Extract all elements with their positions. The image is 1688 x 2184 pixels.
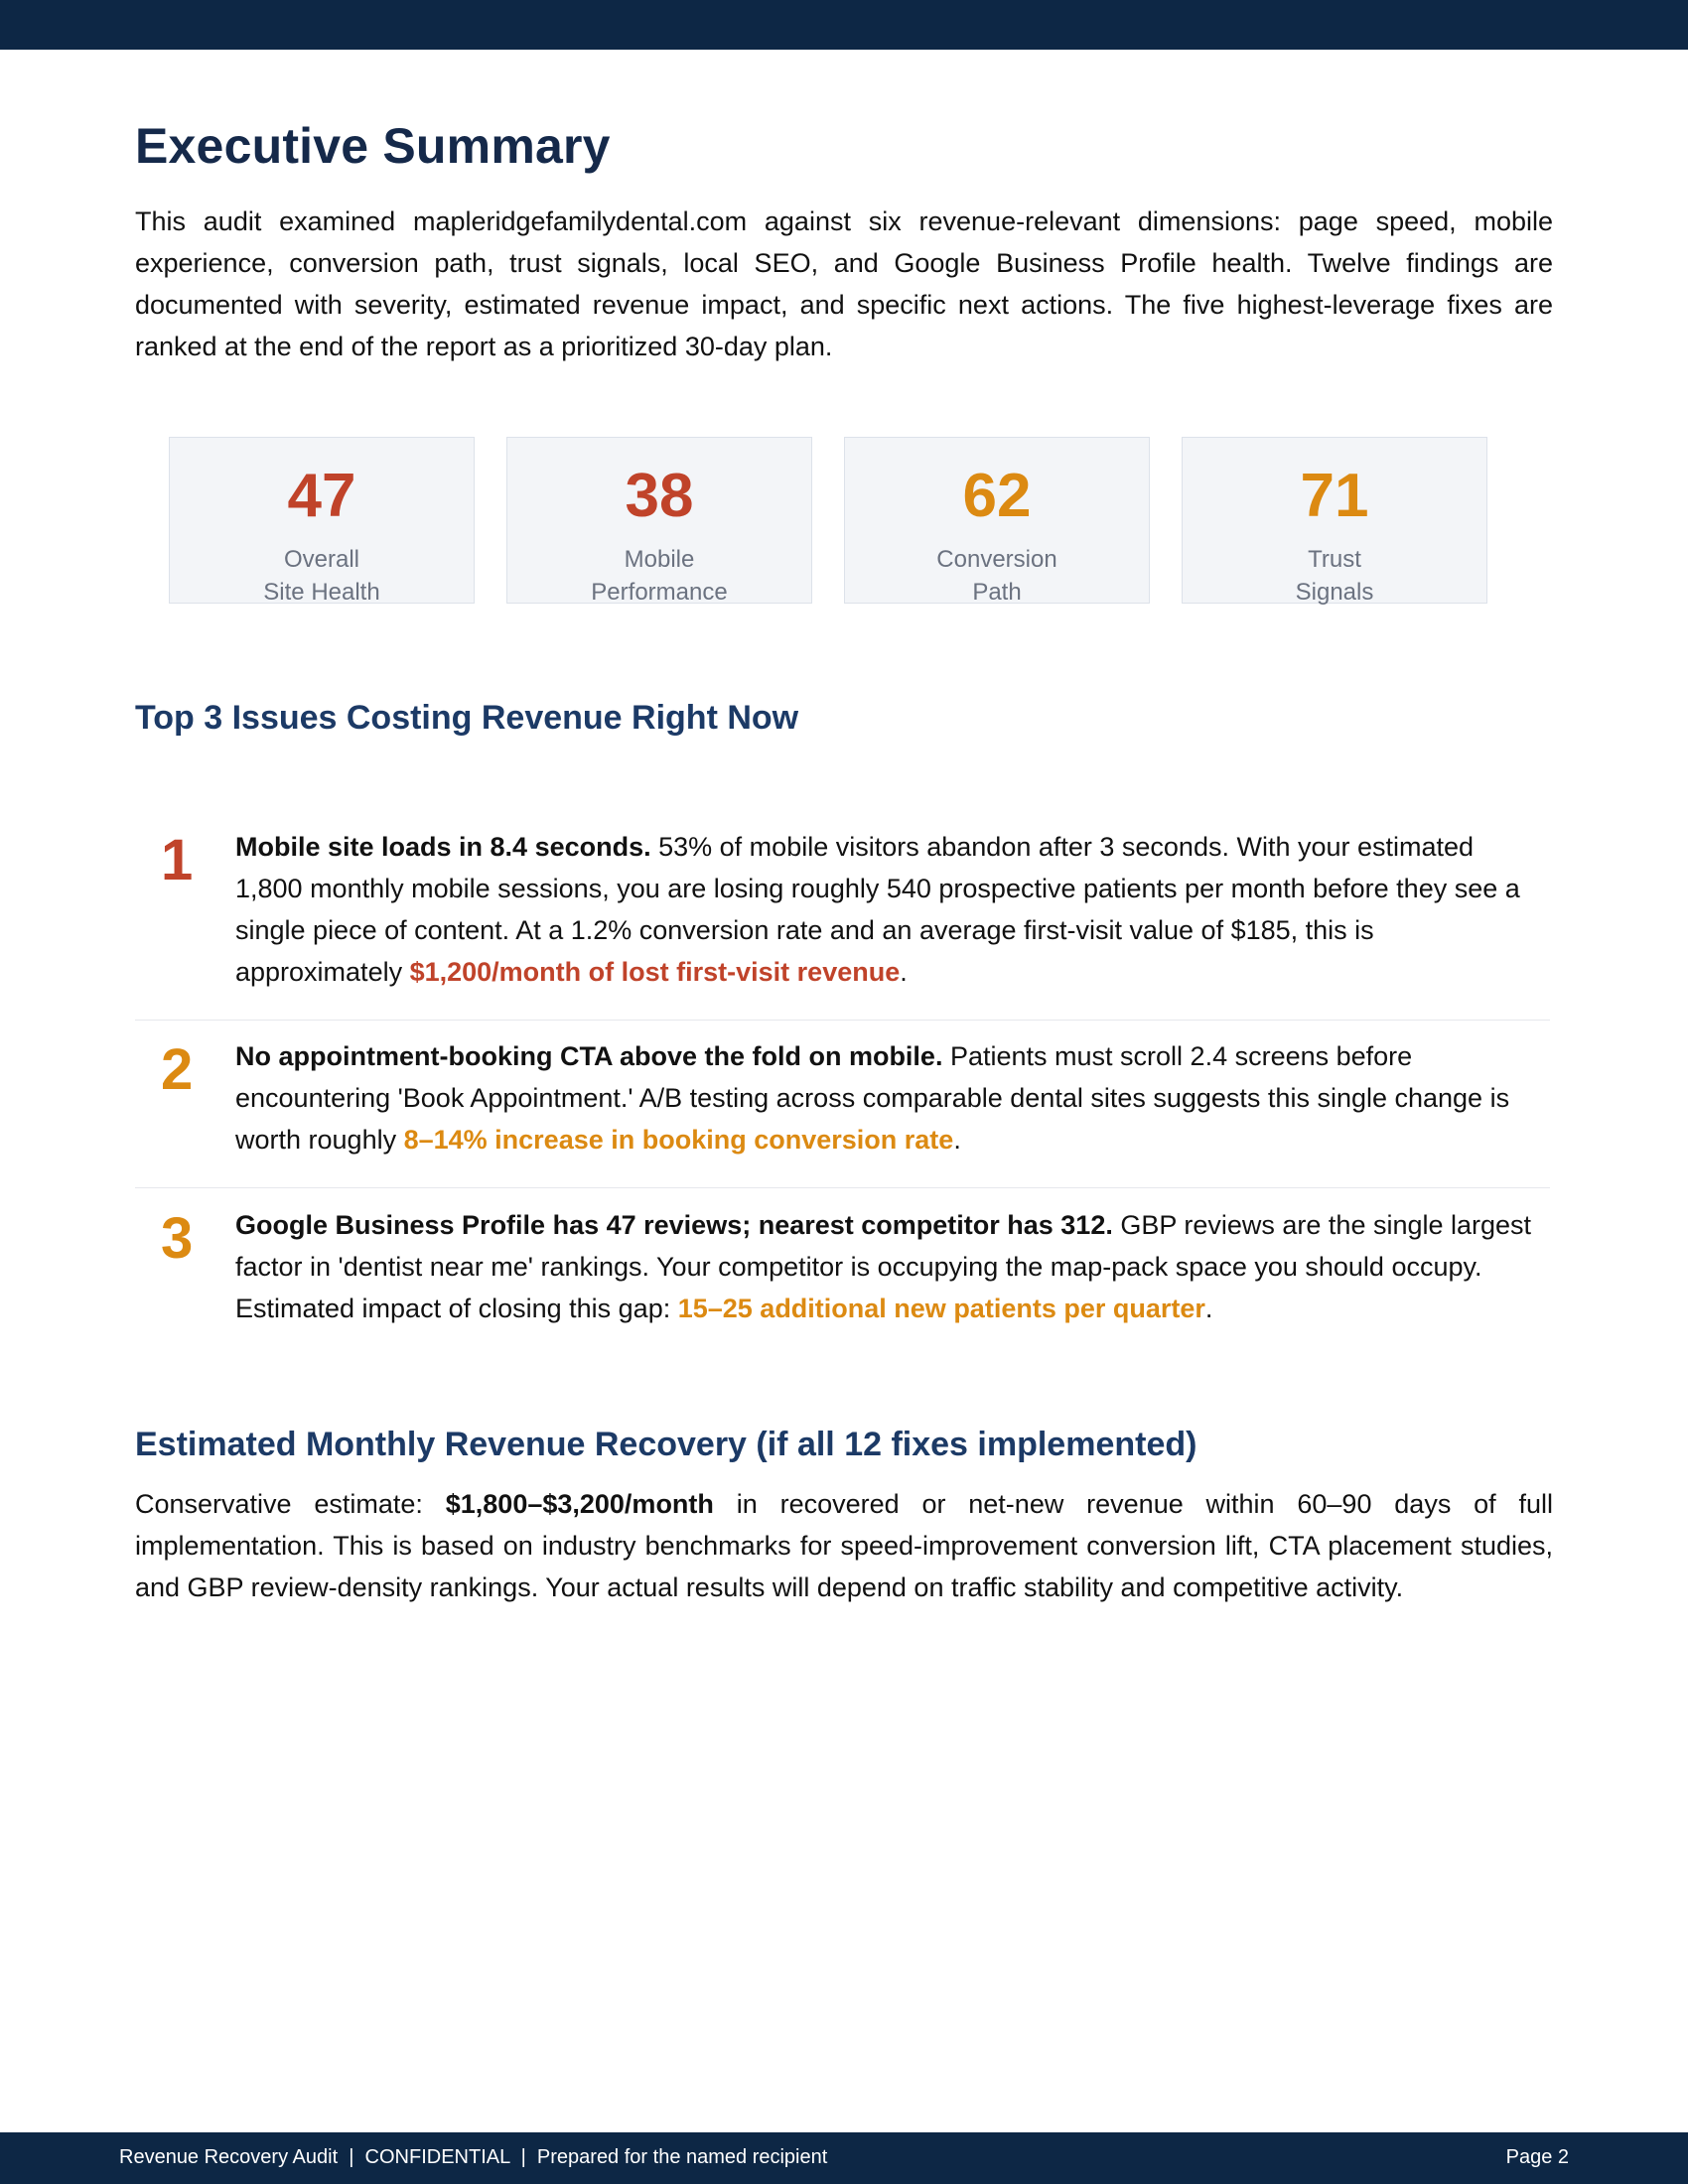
footer-text: Revenue Recovery Audit | CONFIDENTIAL | Prepared for the named recipient — [119, 2146, 828, 2168]
recovery-paragraph — [135, 1483, 1553, 1608]
issue-impact: $1,200/month of lost first-visit revenue — [409, 957, 901, 987]
issue-impact: 8–14% increase in booking conversion rate — [403, 1125, 954, 1155]
score-label-line: Path — [972, 579, 1022, 606]
score-label — [845, 543, 1149, 609]
score-label — [1183, 543, 1486, 609]
score-value: 38 — [625, 462, 694, 530]
issue-headline: No appointment-booking CTA above the fold on mobile. — [235, 1041, 943, 1071]
footer-bar — [0, 2132, 1688, 2184]
issue-text — [235, 826, 1536, 993]
score-label — [170, 543, 474, 609]
intro-paragraph: This audit examined mapleridgefamilydental.com against six revenue-relevant dimensions: page speed, mobile experience, conversion path, trust signals, local SEO, and Google Business Profile health. Twelve findings are documented with severity, estimated revenue impact, and specific next actions. The five highest-leverage fixes are ranked at the end of the report as a prioritized 30-day plan. — [135, 206, 1553, 361]
score-label-line: Performance — [591, 579, 728, 606]
issue-impact: 15–25 additional new patients per quarter — [677, 1294, 1205, 1323]
issue-end: . — [1204, 1294, 1213, 1323]
issue-headline: Mobile site loads in 8.4 seconds. — [235, 832, 651, 862]
score-value: 47 — [287, 462, 356, 530]
divider — [135, 1020, 1550, 1021]
issue-number: 1 — [161, 828, 194, 892]
score-label — [507, 543, 811, 609]
score-value: 71 — [1300, 462, 1369, 530]
issue-text — [235, 1035, 1536, 1160]
score-card-mobile-performance — [506, 437, 812, 604]
issue-end: . — [953, 1125, 961, 1155]
score-label-line: Site Health — [263, 579, 380, 606]
divider — [135, 1187, 1550, 1188]
recovery-prefix: Conservative estimate: — [135, 1489, 446, 1519]
score-label-line: Conversion — [936, 546, 1057, 573]
issue-text — [235, 1204, 1536, 1329]
header-bar — [0, 0, 1688, 50]
issue-number: 3 — [161, 1206, 194, 1271]
issues-heading: Top 3 Issues Costing Revenue Right Now — [135, 699, 799, 737]
page-title: Executive Summary — [135, 118, 611, 174]
recovery-body: in recovered or net-new revenue within 60–90 days of full implementation. This is based on industry benchmarks for speed-improvement conversion lift, CTA placement studies, and GBP review-density rankings. Your actual results will depend on traffic stability and competitive activity. — [135, 1489, 1553, 1602]
score-label-line: Signals — [1295, 579, 1374, 606]
score-card-trust-signals — [1182, 437, 1487, 604]
score-card-site-health — [169, 437, 475, 604]
issue-number: 2 — [161, 1037, 194, 1102]
issue-body: 53% of mobile visitors abandon after 3 seconds. With your estimated 1,800 monthly mobile sessions, you are losing roughly 540 prospective patients per month before they see a single piece of content. At a 1.2% conversion rate and an average first-visit value of $185, this is approximately — [235, 832, 1520, 987]
score-value: 62 — [962, 462, 1032, 530]
page-number: Page 2 — [1505, 2146, 1569, 2168]
score-label-line: Overall — [283, 546, 360, 573]
score-label-line: Mobile — [624, 546, 695, 573]
score-card-conversion-path — [844, 437, 1150, 604]
recovery-heading: Estimated Monthly Revenue Recovery (if all 12 fixes implemented) — [135, 1426, 1197, 1463]
issue-headline: Google Business Profile has 47 reviews; nearest competitor has 312. — [235, 1210, 1113, 1240]
recovery-amount: $1,800–$3,200/month — [445, 1489, 714, 1519]
score-cards — [169, 437, 1519, 608]
issue-end: . — [900, 957, 908, 987]
score-label-line: Trust — [1308, 546, 1361, 573]
issue-body: GBP reviews are the single largest factor in 'dentist near me' rankings. Your competitor is occupying the map-pack space you should occupy. Estimated impact of closing this gap: — [235, 1210, 1532, 1323]
issue-body: Patients must scroll 2.4 screens before encountering 'Book Appointment.' A/B testing across comparable dental sites suggests this single change is worth roughly — [235, 1041, 1510, 1155]
